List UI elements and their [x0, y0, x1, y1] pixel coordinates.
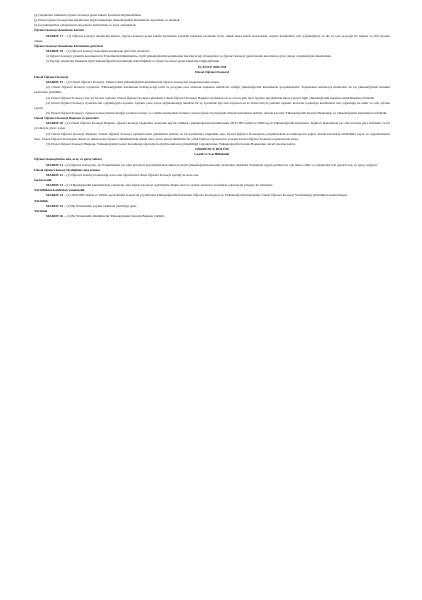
article-text: – (1) Öğrenci konseyi denetleme kurulunun görevleri şunlardır:	[63, 49, 151, 54]
article-text: – (1) Ulusal Öğrenci Konseyi, Türkiye'deki yükseköğretim kurumlarının öğrenci konseyleri başkanlarından oluşur.	[63, 80, 220, 85]
article-heading: Yürürlükten kaldırılan yönetmelik	[34, 188, 85, 193]
article-number: MADDE 25	[46, 203, 64, 208]
paragraph: h) Gerçekleştirilen çalışmaların raporlarını hazırlamak ve arşiv oluşturmak.	[34, 23, 137, 28]
article-number: MADDE 17	[46, 33, 64, 38]
paragraph: (3) Ulusal Öğrenci Konseyi, her yıl bir kez toplanır. Ulusal Öğrenci Konseyi gündemi, Ulusal Öğrenci Konseyi Başkanı tarafından en az on beş gün önce üyelere duyurulmak üzere yazıyla ilgili yükseköğretim kurumu rektörlüklerine bildirilir.	[46, 95, 375, 100]
article-heading: Yürürlük	[34, 198, 48, 203]
article-number: MADDE 18	[46, 49, 64, 54]
article-heading: Ulusal Öğrenci Konseyi	[34, 74, 69, 79]
paragraph: (2) Ulusal Öğrenci Konseyi toplantısı, Yükseköğretim Kurulunun belirleyeceği tarih ve program esas alınarak başkanın temsilcisi olduğu yükseköğretim kurumunda gerçekleştirilir. Toplantının sekreterya hizmetleri de bu yükseköğretim kurumu tarafından yürütülür.	[34, 85, 390, 95]
section-heading: Çeşitli ve Son Hükümler	[194, 152, 230, 157]
article-heading: Öğrenci konseyi denetleme kurulu	[34, 28, 84, 33]
paragraph: (4) Ulusal Öğrenci Konseyi, üyelerin salt çoğunluğuyla toplanır, toplantı yeter sayısı sağlanamadığı takdirde bir ay içerisinde üye tam sayısının en az dörtte biriyle yeniden toplanır. Kararlar toplantıya katılanların salt çoğunluğu ile alınır ve açık oylama yapılır.	[34, 100, 390, 110]
article-heading: Öğrenci konseylerine oda, araç ve gereç tahsisi	[34, 157, 102, 162]
article-text: – (1) Bu Yönetmelik yayımı tarihinde yürürlüğe girer.	[63, 203, 138, 208]
paragraph: (2) Ulusal Öğrenci Konseyi Başkanı; Ulusal Öğrenci Konseyi toplantılarının gündemini belirler ve bu toplantılara başkanlık eder, Ulusal Öğrenci Konseyinin çalışmalarında koordinasyonu sağlar, alınan kararların bildirimini yapar ve uygulanmasını izler, Ulusal Öğrenci Konseyini ulusal ve uluslararası öğrenci etkinliklerinde temsil eder, görev süresi bitiminde bir yıllık faaliyet raporunu bir sonraki Ulusal Öğrenci Konseyi toplantısında sunar.	[34, 131, 390, 141]
article-text: – (1) Öğrenci konseyi denetleme kurulu, öğrenci konseyi genel kurulu üyelerinin yönetim kuruluna seçilenler hariç olmak üzere kendi aralarından, seçime katılanların salt çoğunluğuyla ve iki yıl için seçeceği bir başkan ve dört üyeden oluşur.	[34, 33, 390, 43]
article-number: MADDE 26	[46, 214, 64, 219]
article-number: MADDE 24	[46, 193, 64, 198]
paragraph	[34, 34, 390, 44]
paragraph	[34, 121, 390, 131]
article-text: – (1) Bu Yönetmelik hükümlerini Yükseköğretim Kurulu Başkanı yürütür.	[63, 214, 165, 219]
paragraph	[34, 193, 390, 198]
article-text: – (1) Öğrenci konseyi başkanlığı sona eren öğrencinin Ulusal Öğrenci Konseyi üyeliği de sona erer.	[63, 172, 200, 177]
article-heading: Yürütme	[34, 208, 48, 213]
article-number: MADDE 21	[46, 162, 64, 167]
article-heading: Ulusal öğrenci konseyi üyeliğinin sona ermesi	[34, 167, 100, 172]
article-number: MADDE 19	[46, 80, 64, 85]
paragraph: a) Öğrenci konseyi yönetim kurulunun bu Yönetmelik hükümlerine, ilgili yükseköğretim kurumunun hazırlayacağı yönergelere ve öğrenci konseyi genel kurulu kararlarına göre çalışıp çalışmadığını denetlemek.	[46, 54, 332, 59]
article-text: – (1) 20/9/2005 tarihli ve 25942 sayılı Resmî Gazete'de yayımlanan Yükseköğretim Kurumları Öğrenci Konseyleri ve Yükseköğretim Kurumları Ulusal Öğrenci Konseyi Yönetmeliği yürürlükten kaldırılmıştır.	[63, 193, 348, 198]
section-heading: Ulusal Öğrenci Konseyi	[194, 69, 230, 74]
article-text: –(1) Yükseköğretim kurumlarında yapılacak olan öğrenci konseyi seçimlerine ilişkin usul ve esaslar senatolar tarafından çıkarılacak yönerge ile belirlenir.	[63, 183, 273, 188]
article-number: MADDE 20	[46, 121, 64, 126]
paragraph: (3) Ulusal Öğrenci Konseyi Başkanı, Yükseköğretim Genel Kurulunun öğrencilerle ilgili konuların görüşüldüğü toplantılarına, Yükseköğretim Kurulu Başkanının daveti üzerine katılır.	[46, 141, 296, 146]
paragraph: (5) Ulusal Öğrenci Konseyi, öğrenci konseylerinin iletişği sorunları tartışır ve çözüm önerilerinde bulunur, ulusal öğrenci konseyinin dönem hedeflerini belirler. Alınan kararlar Yükseköğretim Kurulu Başkanlığı ve yükseköğretim kurumlarına bildirilir.	[46, 110, 388, 115]
section-heading: DÖRDÜNCÜ BÖLÜM	[195, 147, 229, 152]
paragraph	[34, 163, 390, 168]
article-text: –(1) Öğrenci konseyine, bu Yönetmelikte yer alan görevleri gerçekleştirmek amacıyla ilgili yükseköğretim kurumu tarafından, imkânlar ölçüsünde uygun görülen bir oda tahsis edilir ve çalışmaları için gerekli araç ve gereç sağlanır.	[63, 162, 378, 167]
article-heading: Öğrenci konseyi denetleme kurulunun görevleri	[34, 43, 104, 48]
article-text: –(1) Ulusal Öğrenci Konseyi Başkanı, öğrenci konseyi başkanları arasından kayıtlı oldukları yükseköğretim kurumlarının 28/3/1983 tarihli ve 2809 sayılı Yükseköğretim Kurumları Teşkilatı Kanununda yer alan sırasına göre belirlenir ve bir yıl süreyle görev yapar.	[34, 121, 390, 131]
paragraph	[34, 214, 390, 219]
article-heading: Seçim usulü	[34, 178, 52, 182]
article-number: MADDE 22	[46, 172, 64, 177]
section-heading: ÜÇÜNCÜ BÖLÜM	[197, 64, 227, 69]
document-page	[34, 13, 390, 219]
article-number: MADDE 23	[46, 183, 64, 188]
article-heading: Ulusal Öğrenci Konseyi Başkanı ve görevleri	[34, 116, 99, 121]
paragraph: ğ) Ulusal öğrenci konseyinin kurullarına bağlı bulunduğu yükseköğretim kurumunda duyurmak ve izlemek.	[34, 18, 181, 23]
paragraph: b) Yaptığı çalışmalar hakkında ilgili yükseköğretim kurumunun rektörlüğünü ve öğrenci konseyi genel kurulunu bilgilendirmek.	[46, 59, 220, 64]
paragraph: g) Çalışmaları hakkında öğrenci konseyi genel kurulu üyelerini bilgilendirmek.	[34, 13, 142, 17]
